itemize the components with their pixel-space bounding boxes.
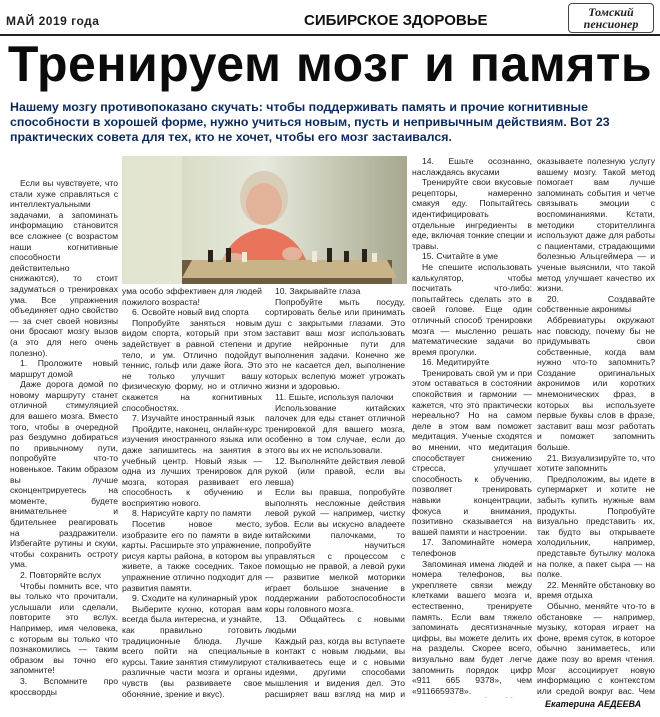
tip-heading: 12. Выполняйте действия левой рукой (или правой, если вы левша) (265, 455, 405, 487)
tip-heading: 3. Вспомните про кроссворды (10, 675, 118, 697)
tip-heading: 20. Создавайте собственные акронимы (537, 293, 655, 315)
photo-woman-playing-chess (122, 156, 407, 284)
tip-heading: 9. Сходите на кулинарный урок (132, 593, 257, 604)
newspaper-logo: Томский пенсионер (568, 3, 654, 33)
tip-heading (412, 696, 532, 698)
tip-text (10, 697, 118, 698)
tip-heading: 17. Запоминайте номера телефонов (412, 537, 532, 558)
tip-text: Использование китайских палочек для еды станет отличной тренировкой для вашего мозга, особенно в том случае, если до этого вы их не использовали. (265, 402, 405, 455)
article-title: Тренируем мозг и память (7, 36, 653, 92)
tip-heading: 6. Освойте новый вид спорта (132, 307, 249, 318)
article-column-3 (265, 286, 405, 698)
tip-text: Чтобы помнить все, что вы только что прочитали, услышали или сделали, повторите это вслух. Например, имя человека, с которым вы только что познакомились — таким образом вы точно его запомните! (10, 580, 118, 676)
tip-heading: 15. Считайте в уме (422, 251, 498, 262)
tip-text: Аббревиатуры окружают нас повсюду, почему бы не придумывать свои собственные, когда вам нужно что-то запомнить? Создание оригинальных акронимов или коротких мнемонических фраз, в которых вы используете первые буквы слов в фразе, заставит ваш мозг работать и поможет запомнить больше. (537, 314, 655, 453)
tip-text: Запоминая имена людей и номера телефонов, вы укрепляете связи между клетками вашего мозга и, естественно, тренируете память. Если вам тяжело запоминать десятизначные цифры, вы можете делить их на разделы. Скорее всего, визуально вам будет легче запомнить порядок цифр «911 665 9378», чем «9116659378». (412, 558, 532, 696)
tip-heading: 16. Медитируйте (422, 357, 490, 368)
tip-heading: 10. Закрывайте глаза (275, 286, 361, 296)
tip-text: Тренируйте свои вкусовые рецепторы, намеренно смакуя еду. Попытайтесь идентифицировать отдельные ингредиенты в еде, включая тонкие специи и травы. (412, 177, 532, 251)
article-column-5 (537, 156, 655, 698)
tip-text: Если вы правша, попробуйте выполнять несложные действия левой рукой — например, чистку зубов. Если вы искусно владеете китайскими палочками, то попробуйте научиться управляться с процессом с помощью не правой, а левой руки — развитие мелкой моторики играет большое значение в поддержании работоспособности коры головного мозга. (265, 487, 405, 614)
tip-text: оказываете полезную услугу вашему мозгу. Такой метод помогает вам лучше запоминать события и четче связывать эмоции с воспоминаниями. Кстати, методики сторителлинга используют даже для работы с пациентами, страдающими болезнью Альцгеймера — и ученые выяснили, что такой метод улучшает качество их жизни. (537, 156, 655, 294)
tip-heading: 7. Изучайте иностранный язык (132, 413, 255, 424)
tip-heading: 1. Проложите новый маршрут домой (10, 358, 118, 379)
intro-paragraph: Если вы чувствуете, что стали хуже справляться с интеллектуальными задачами, а запоминать информацию становится все сложнее (с возрастом наши когнитивные способности действительно снижаются), то стоит задуматься о тренировках ума. Все упражнения объединяет одно свойство — за счет своей новизны они бросают мозгу вызов (а это для него очень полезно). (10, 178, 118, 358)
author-byline: Екатерина АЕДЕЕВА (545, 699, 642, 709)
rubric-title: СИБИРСКОЕ ЗДОРОВЬЕ (304, 12, 488, 29)
tip-heading: 21. Визуализируйте то, что хотите запомнить (537, 452, 655, 474)
tip-text: Попробуйте заняться новым видом спорта, который при этом задействует в равной степени и тело, и ум. Отлично подойдут теннис, гольф или даже йога. Это не только улучшит вашу физическую форму, но и отлично скажется на когнитивных способностях. (122, 317, 262, 413)
tip-heading: 11. Ешьте, используя палочки (275, 391, 394, 402)
article-column-2 (122, 286, 262, 698)
tip-text: Выберите кухню, которая вам всегда была интересна, и узнайте, как правильно готовить традиционные блюда. Лучше всего пойти на специальные курсы. Такие занятия стимулируют различные части мозга и органы чувств (вы развиваете свое обоняние, зрение и вкус). (122, 603, 262, 698)
tip-text: Пройдите, наконец, онлайн-курс изучения иностранного языка или даже запишитесь на занятия в учебный центр. Новый язык — одна из лучших тренировок для мозга, которая развивает его способность к обучению и восприятию нового. (122, 423, 262, 508)
tip-text: Не спешите использовать калькулятор, чтобы посчитать что-либо: попытайтесь сделать это в своей голове. Еще один отличный способ тренировки мозга — мысленно решать математические задачи во время прогулки. (412, 261, 532, 357)
article-lead: Нашему мозгу противопоказано скучать: чтобы поддерживать память и прочие когнитивные способности в хорошей форме, нужно учиться новым, пусть и непривычным действиям. Вот 23 практических совета для тех, кто не хочет, чтобы его мозг застаивался. (10, 100, 610, 144)
tip-heading: 8. Нарисуйте карту по памяти (132, 508, 252, 519)
page-header (0, 0, 660, 36)
article-column-4 (412, 156, 532, 698)
tip-heading: 2. Повторяйте вслух (20, 569, 102, 580)
tip-heading: 13. Общайтесь с новыми людьми (265, 614, 405, 635)
article-column-1 (10, 178, 118, 698)
tip-heading: 22. Меняйте обстановку во время отдыха (537, 579, 655, 601)
tip-text: Предположим, вы идете в супермаркет и хотите не забыть купить нужные вам продукты. Попробуйте визуально представить их, так будто вы открываете холодильник, например, представьте бутылку молока на полке, а пакет сыра — на полке. (537, 473, 655, 580)
tip-text: Тренировать свой ум и при этом оставаться в состоянии спокойствия и гармонии — кажется, что это практически нереально? Но на самом деле в этом вам поможет медитация. Ученые сходятся во мнении, что медитация способствует снижению стресса, улучшает способность к обучению, позволяет тренировать навыки концентрации, фокуса и внимания, позитивно сказывается на вашей памяти и настроении. (412, 367, 532, 537)
tip-text: Каждый раз, когда вы вступаете в контакт с новым людьми, вы сталкиваетесь еще и с новыми идеями, другими способами мышления и видения дел. Это расширяет ваш взгляд на мир и (265, 635, 405, 698)
issue-date: МАЙ 2019 года (6, 14, 100, 28)
tip-heading: 14. Ешьте осознанно, наслаждаясь вкусами (412, 156, 532, 177)
tip-text: Попробуйте мыть посуду, сортировать белье или принимать душ с закрытыми глазами. Это заставит ваш мозг использовать другие нейронные пути для выполнения задачи. Конечно же это не касается дел, выполнение которых вслепую может угрожать жизни и здоровью. (265, 296, 405, 392)
tip-text: ума особо эффективен для людей пожилого возраста! (122, 286, 262, 307)
tip-text: Обычно, меняйте что-то в обстановке — например, музыку, которая играет на фоне, время суток, в которое обычно занимаетесь, или даже позу во время чтения. Мозг ассоциирует новую информацию с контекстом или средой вокруг вас. Чем (537, 600, 655, 696)
tip-text: Даже дорога домой по новому маршруту станет отличной стимуляцией для вашего мозга. Вместо того, чтобы в очередной раз бездумно добираться по привычному пути, попробуйте что-то новенькое. Таким образом вы лучше сконцентрируетесь на моменте, будете внимательнее и бдительнее реагировать на раздражители. Избегайте рутины и скуки, чтобы сохранить остроту ума. (10, 379, 118, 570)
tip-text: Посетив новое место, изобразите его по памяти в виде карты. Расширьте это упражнение, рисуя карты района, в котором вы живете, а также соседних. Такое упражнение отлично подходит для развития памяти. (122, 519, 262, 593)
